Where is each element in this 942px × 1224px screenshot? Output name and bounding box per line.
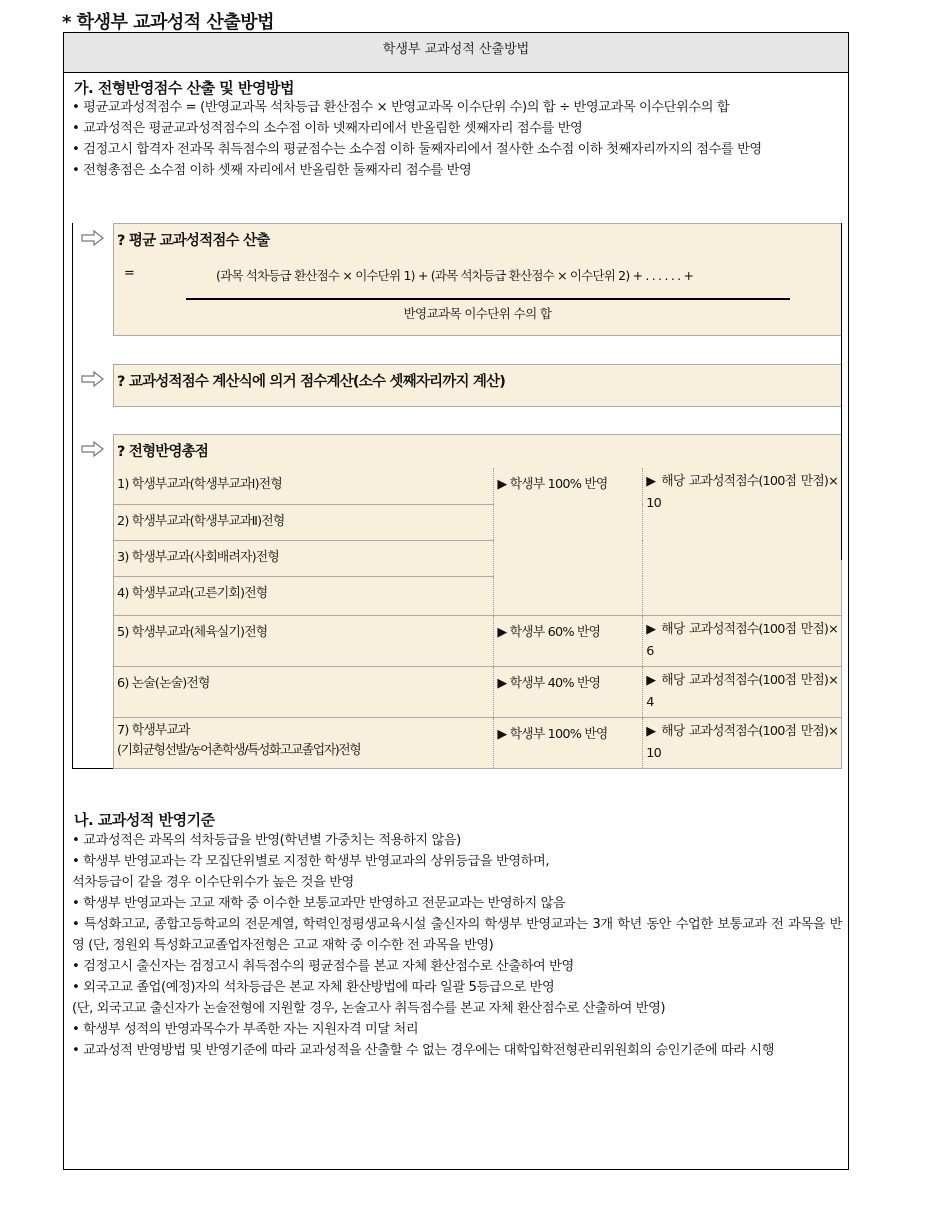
bullet: 석차등급이 같을 경우 이수단위수가 높은 것을 반영: [72, 875, 354, 890]
score-calculation-panel: [113, 364, 842, 407]
track-name-line1: 7) 학생부교과: [117, 722, 190, 738]
track-name: [114, 717, 494, 768]
table-row: [114, 717, 842, 768]
reflect-ratio: ▶ 학생부 60% 반영: [494, 615, 643, 666]
bullet: • 교과성적은 평균교과성적점수의 소수점 이하 넷째자리에서 반올림한 셋째자리 점수를 반영: [72, 121, 583, 136]
reflect-ratio: ▶ 학생부 40% 반영: [494, 666, 643, 717]
hollow-right-arrow-icon: [81, 229, 105, 247]
total-score-table: [113, 468, 842, 769]
track-name: 4) 학생부교과(고른기회)전형: [114, 576, 494, 615]
reflect-ratio: ▶ 학생부 100% 반영: [494, 468, 643, 615]
bullet: • 전형총점은 소수점 이하 셋째 자리에서 반올림한 둘째자리 점수를 반영: [72, 163, 472, 178]
formula-equals: =: [124, 266, 135, 281]
reflect-ratio: ▶ 학생부 100% 반영: [494, 717, 643, 768]
fraction-bar: [186, 298, 790, 300]
hollow-right-arrow-icon: [81, 370, 105, 388]
table-row: [114, 615, 842, 666]
calc-formula: ▶ 해당 교과성적점수(100점 만점)× 6: [643, 615, 842, 666]
track-name: 5) 학생부교과(체육실기)전형: [114, 615, 494, 666]
section-a-bullets: [72, 97, 842, 181]
bullet: • 검정고시 합격자 전과목 취득점수의 평균점수는 소수점 이하 둘째자리에서 절사한 소수점 이하 첫째자리까지의 점수를 반영: [72, 142, 762, 157]
bullet: (단, 외국고교 출신자가 논술전형에 지원할 경우, 논술고사 취득점수를 본교 자체 환산점수로 산출하여 반영): [72, 1001, 666, 1016]
track-name: 3) 학생부교과(사회배려자)전형: [114, 540, 494, 576]
page-title: * 학생부 교과성적 산출방법: [62, 12, 274, 33]
bullet: • 평균교과성적점수 = (반영교과목 석차등급 환산점수 × 반영교과목 이수단위 수)의 합 ÷ 반영교과목 이수단위수의 합: [72, 100, 730, 115]
inner-right-border: [841, 223, 842, 560]
formula-numerator: (과목 석차등급 환산점수 × 이수단위 1) + (과목 석차등급 환산점수 × 이수단위 2) + . . . . . . +: [216, 268, 694, 283]
calculation-box: [72, 223, 841, 769]
panel-title: ? 평균 교과성적점수 산출: [117, 233, 270, 249]
average-score-panel: [113, 223, 842, 336]
calc-formula: ▶ 해당 교과성적점수(100점 만점)× 10: [643, 468, 842, 615]
frame-header: 학생부 교과성적 산출방법: [64, 33, 848, 73]
panel-title: ? 교과성적점수 계산식에 의거 점수계산(소수 셋째자리까지 계산): [117, 374, 506, 390]
bullet: • 외국고교 졸업(예정)자의 석차등급은 본교 자체 환산방법에 따라 일괄 5등급으로 반영: [72, 980, 555, 995]
bullet: • 검정고시 출신자는 검정고시 취득점수의 평균점수를 본교 자체 환산점수로 산출하여 반영: [72, 959, 574, 974]
formula-denominator: 반영교과목 이수단위 수의 합: [403, 306, 552, 321]
bullet: • 학생부 성적의 반영과목수가 부족한 자는 지원자격 미달 처리: [72, 1022, 419, 1037]
bullet: • 학생부 반영교과는 각 모집단위별로 지정한 학생부 반영교과의 상위등급을 반영하며,: [72, 854, 550, 869]
bullet: • 특성화고교, 종합고등학교의 전문계열, 학력인정평생교육시설 출신자의 학생부 반영교과는 3개 학년 동안 수업한 보통교과 전 과목을 반영 (단, 정원외 특성화고교졸업자전형은 고교 재학 중 이수한 전 과목을 반영): [72, 917, 842, 953]
calc-formula: ▶ 해당 교과성적점수(100점 만점)× 10: [643, 717, 842, 768]
hollow-right-arrow-icon: [81, 440, 105, 458]
track-name: 1) 학생부교과(학생부교과Ⅰ)전형: [114, 468, 494, 504]
document-frame: [63, 32, 849, 1170]
table-row: [114, 468, 842, 504]
total-score-panel: [113, 434, 842, 469]
calc-formula: ▶ 해당 교과성적점수(100점 만점)× 4: [643, 666, 842, 717]
section-b-bullets: [72, 830, 842, 1061]
table-row: [114, 666, 842, 717]
track-name: 6) 논술(논술)전형: [114, 666, 494, 717]
track-name: 2) 학생부교과(학생부교과Ⅱ)전형: [114, 504, 494, 540]
panel-title: ? 전형반영총점: [117, 444, 209, 460]
bullet: • 학생부 반영교과는 고교 재학 중 이수한 보통교과만 반영하고 전문교과는 반영하지 않음: [72, 896, 566, 911]
track-name-line2: (기회균형선발/농어촌학생/특성화고교졸업자)전형: [117, 742, 361, 758]
section-a-title: 가. 전형반영점수 산출 및 반영방법: [74, 79, 294, 97]
section-b-title: 나. 교과성적 반영기준: [74, 811, 215, 829]
bullet: • 교과성적은 과목의 석차등급을 반영(학년별 가중치는 적용하지 않음): [72, 833, 461, 848]
bullet: • 교과성적 반영방법 및 반영기준에 따라 교과성적을 산출할 수 없는 경우에는 대학입학전형관리위원회의 승인기준에 따라 시행: [72, 1043, 775, 1058]
